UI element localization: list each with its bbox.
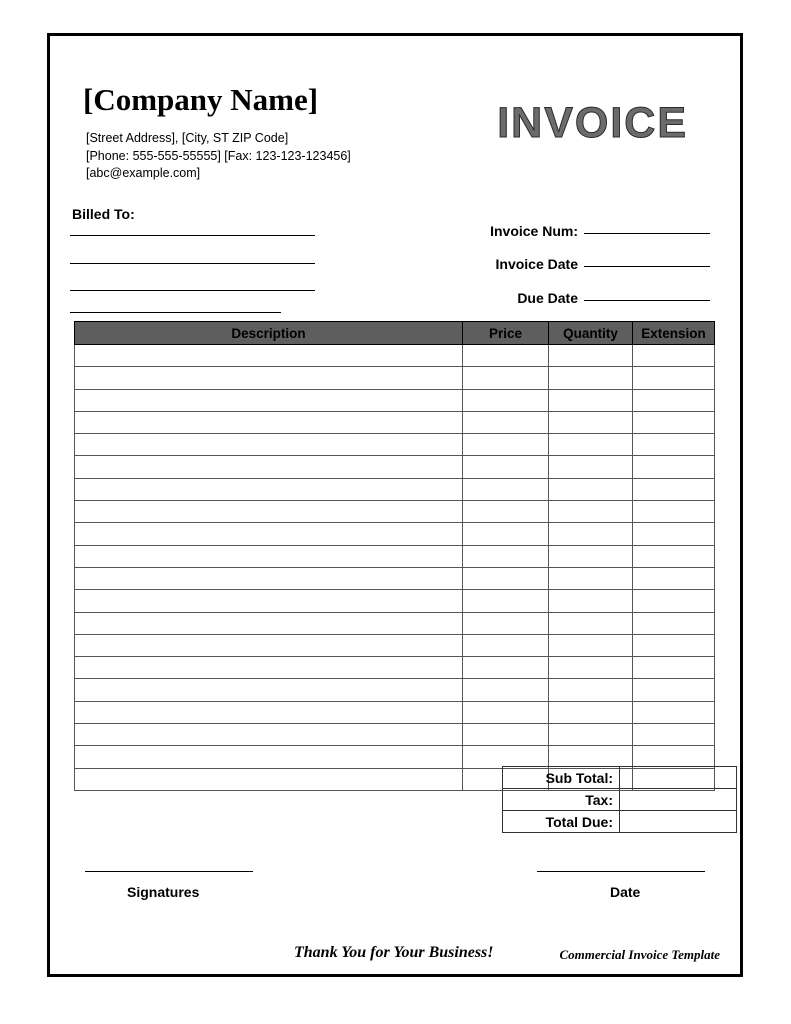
totals-table bbox=[502, 766, 737, 833]
item-extension-cell[interactable] bbox=[633, 746, 715, 768]
sub-total-label: Sub Total: bbox=[503, 767, 620, 789]
item-quantity-cell[interactable] bbox=[549, 657, 633, 679]
item-description-cell[interactable] bbox=[75, 501, 463, 523]
item-price-cell[interactable] bbox=[463, 590, 549, 612]
table-row bbox=[503, 811, 737, 833]
table-row bbox=[75, 612, 715, 634]
table-row bbox=[75, 567, 715, 589]
item-description-cell[interactable] bbox=[75, 724, 463, 746]
item-extension-cell[interactable] bbox=[633, 367, 715, 389]
item-price-cell[interactable] bbox=[463, 367, 549, 389]
billed-to-line-3[interactable] bbox=[70, 290, 315, 291]
item-extension-cell[interactable] bbox=[633, 679, 715, 701]
company-email-line: [abc@example.com] bbox=[86, 166, 201, 180]
footer-template-name: Commercial Invoice Template bbox=[559, 947, 720, 962]
items-table bbox=[74, 321, 715, 791]
item-extension-cell[interactable] bbox=[633, 567, 715, 589]
item-quantity-cell[interactable] bbox=[549, 746, 633, 768]
table-row bbox=[75, 389, 715, 411]
item-extension-cell[interactable] bbox=[633, 523, 715, 545]
table-row bbox=[75, 545, 715, 567]
item-price-cell[interactable] bbox=[463, 501, 549, 523]
table-row bbox=[75, 523, 715, 545]
item-description-cell[interactable] bbox=[75, 523, 463, 545]
item-quantity-cell[interactable] bbox=[549, 612, 633, 634]
invoice-number-label: Invoice Num: bbox=[490, 223, 578, 239]
item-extension-cell[interactable] bbox=[633, 456, 715, 478]
item-price-cell[interactable] bbox=[463, 701, 549, 723]
invoice-sheet bbox=[47, 33, 743, 977]
item-price-cell[interactable] bbox=[463, 746, 549, 768]
company-name: [Company Name] bbox=[83, 82, 319, 117]
due-date-row bbox=[517, 290, 710, 306]
item-price-cell[interactable] bbox=[463, 523, 549, 545]
item-extension-cell[interactable] bbox=[633, 724, 715, 746]
item-description-cell[interactable] bbox=[75, 456, 463, 478]
item-extension-cell[interactable] bbox=[633, 612, 715, 634]
due-date-field[interactable] bbox=[584, 300, 710, 301]
date-line[interactable] bbox=[537, 871, 705, 872]
item-price-cell[interactable] bbox=[463, 478, 549, 500]
item-extension-cell[interactable] bbox=[633, 434, 715, 456]
item-description-cell[interactable] bbox=[75, 590, 463, 612]
item-price-cell[interactable] bbox=[463, 724, 549, 746]
signature-line[interactable] bbox=[85, 871, 253, 872]
table-row bbox=[75, 746, 715, 768]
invoice-date-row bbox=[496, 256, 710, 272]
table-row bbox=[75, 411, 715, 433]
due-date-label: Due Date bbox=[517, 290, 578, 306]
item-price-cell[interactable] bbox=[463, 434, 549, 456]
item-description-cell[interactable] bbox=[75, 389, 463, 411]
tax-value[interactable] bbox=[620, 789, 737, 811]
item-price-cell[interactable] bbox=[463, 345, 549, 367]
company-contact-line: [Phone: 555-555-55555] [Fax: 123-123-123456] bbox=[86, 149, 351, 163]
item-description-cell[interactable] bbox=[75, 434, 463, 456]
billed-to-line-1[interactable] bbox=[70, 235, 315, 236]
item-quantity-cell[interactable] bbox=[549, 501, 633, 523]
invoice-number-row bbox=[490, 223, 710, 239]
table-row bbox=[75, 478, 715, 500]
item-extension-cell[interactable] bbox=[633, 634, 715, 656]
item-extension-cell[interactable] bbox=[633, 501, 715, 523]
table-row bbox=[75, 434, 715, 456]
item-description-cell[interactable] bbox=[75, 768, 463, 790]
item-extension-cell[interactable] bbox=[633, 478, 715, 500]
table-row bbox=[75, 657, 715, 679]
item-quantity-cell[interactable] bbox=[549, 434, 633, 456]
item-price-cell[interactable] bbox=[463, 456, 549, 478]
item-description-cell[interactable] bbox=[75, 345, 463, 367]
item-description-cell[interactable] bbox=[75, 679, 463, 701]
column-header-extension: Extension bbox=[633, 322, 715, 345]
item-quantity-cell[interactable] bbox=[549, 590, 633, 612]
item-price-cell[interactable] bbox=[463, 679, 549, 701]
item-extension-cell[interactable] bbox=[633, 411, 715, 433]
billed-to-line-2[interactable] bbox=[70, 263, 315, 264]
table-row bbox=[75, 590, 715, 612]
item-extension-cell[interactable] bbox=[633, 701, 715, 723]
table-row bbox=[75, 679, 715, 701]
table-row bbox=[503, 789, 737, 811]
item-description-cell[interactable] bbox=[75, 701, 463, 723]
item-quantity-cell[interactable] bbox=[549, 345, 633, 367]
table-row bbox=[75, 345, 715, 367]
item-description-cell[interactable] bbox=[75, 478, 463, 500]
item-description-cell[interactable] bbox=[75, 657, 463, 679]
item-quantity-cell[interactable] bbox=[549, 724, 633, 746]
item-quantity-cell[interactable] bbox=[549, 523, 633, 545]
item-price-cell[interactable] bbox=[463, 545, 549, 567]
item-quantity-cell[interactable] bbox=[549, 389, 633, 411]
sub-total-value[interactable] bbox=[620, 767, 737, 789]
total-due-value[interactable] bbox=[620, 811, 737, 833]
invoice-title: INVOICE bbox=[497, 99, 688, 147]
item-price-cell[interactable] bbox=[463, 389, 549, 411]
item-extension-cell[interactable] bbox=[633, 389, 715, 411]
table-row bbox=[75, 724, 715, 746]
tax-label: Tax: bbox=[503, 789, 620, 811]
table-row bbox=[75, 634, 715, 656]
table-row bbox=[503, 767, 737, 789]
billed-to-line-4[interactable] bbox=[70, 312, 281, 313]
item-quantity-cell[interactable] bbox=[549, 367, 633, 389]
item-quantity-cell[interactable] bbox=[549, 411, 633, 433]
item-quantity-cell[interactable] bbox=[549, 567, 633, 589]
table-row bbox=[75, 501, 715, 523]
item-description-cell[interactable] bbox=[75, 612, 463, 634]
item-price-cell[interactable] bbox=[463, 411, 549, 433]
item-quantity-cell[interactable] bbox=[549, 679, 633, 701]
column-header-price: Price bbox=[463, 322, 549, 345]
table-row bbox=[75, 701, 715, 723]
date-label: Date bbox=[610, 884, 641, 900]
item-description-cell[interactable] bbox=[75, 567, 463, 589]
item-extension-cell[interactable] bbox=[633, 545, 715, 567]
column-header-quantity: Quantity bbox=[549, 322, 633, 345]
item-extension-cell[interactable] bbox=[633, 345, 715, 367]
item-price-cell[interactable] bbox=[463, 612, 549, 634]
item-extension-cell[interactable] bbox=[633, 590, 715, 612]
table-row bbox=[75, 456, 715, 478]
billed-to-label: Billed To: bbox=[72, 206, 135, 222]
item-quantity-cell[interactable] bbox=[549, 634, 633, 656]
item-description-cell[interactable] bbox=[75, 411, 463, 433]
invoice-date-field[interactable] bbox=[584, 266, 710, 267]
company-address-line-1: [Street Address], [City, ST ZIP Code] bbox=[86, 131, 289, 145]
footer-thanks-text: Thank You for Your Business! bbox=[294, 944, 494, 961]
item-extension-cell[interactable] bbox=[633, 657, 715, 679]
items-table-header-row bbox=[75, 322, 715, 345]
column-header-description: Description bbox=[75, 322, 463, 345]
item-quantity-cell[interactable] bbox=[549, 701, 633, 723]
item-price-cell[interactable] bbox=[463, 634, 549, 656]
item-description-cell[interactable] bbox=[75, 634, 463, 656]
invoice-date-label: Invoice Date bbox=[495, 256, 578, 272]
invoice-number-field[interactable] bbox=[584, 233, 710, 234]
item-quantity-cell[interactable] bbox=[549, 456, 633, 478]
item-quantity-cell[interactable] bbox=[549, 478, 633, 500]
item-description-cell[interactable] bbox=[75, 545, 463, 567]
signature-label: Signatures bbox=[127, 884, 200, 900]
table-row bbox=[75, 367, 715, 389]
item-description-cell[interactable] bbox=[75, 746, 463, 768]
total-due-label: Total Due: bbox=[503, 811, 620, 833]
item-description-cell[interactable] bbox=[75, 367, 463, 389]
item-price-cell[interactable] bbox=[463, 567, 549, 589]
item-quantity-cell[interactable] bbox=[549, 545, 633, 567]
item-price-cell[interactable] bbox=[463, 657, 549, 679]
